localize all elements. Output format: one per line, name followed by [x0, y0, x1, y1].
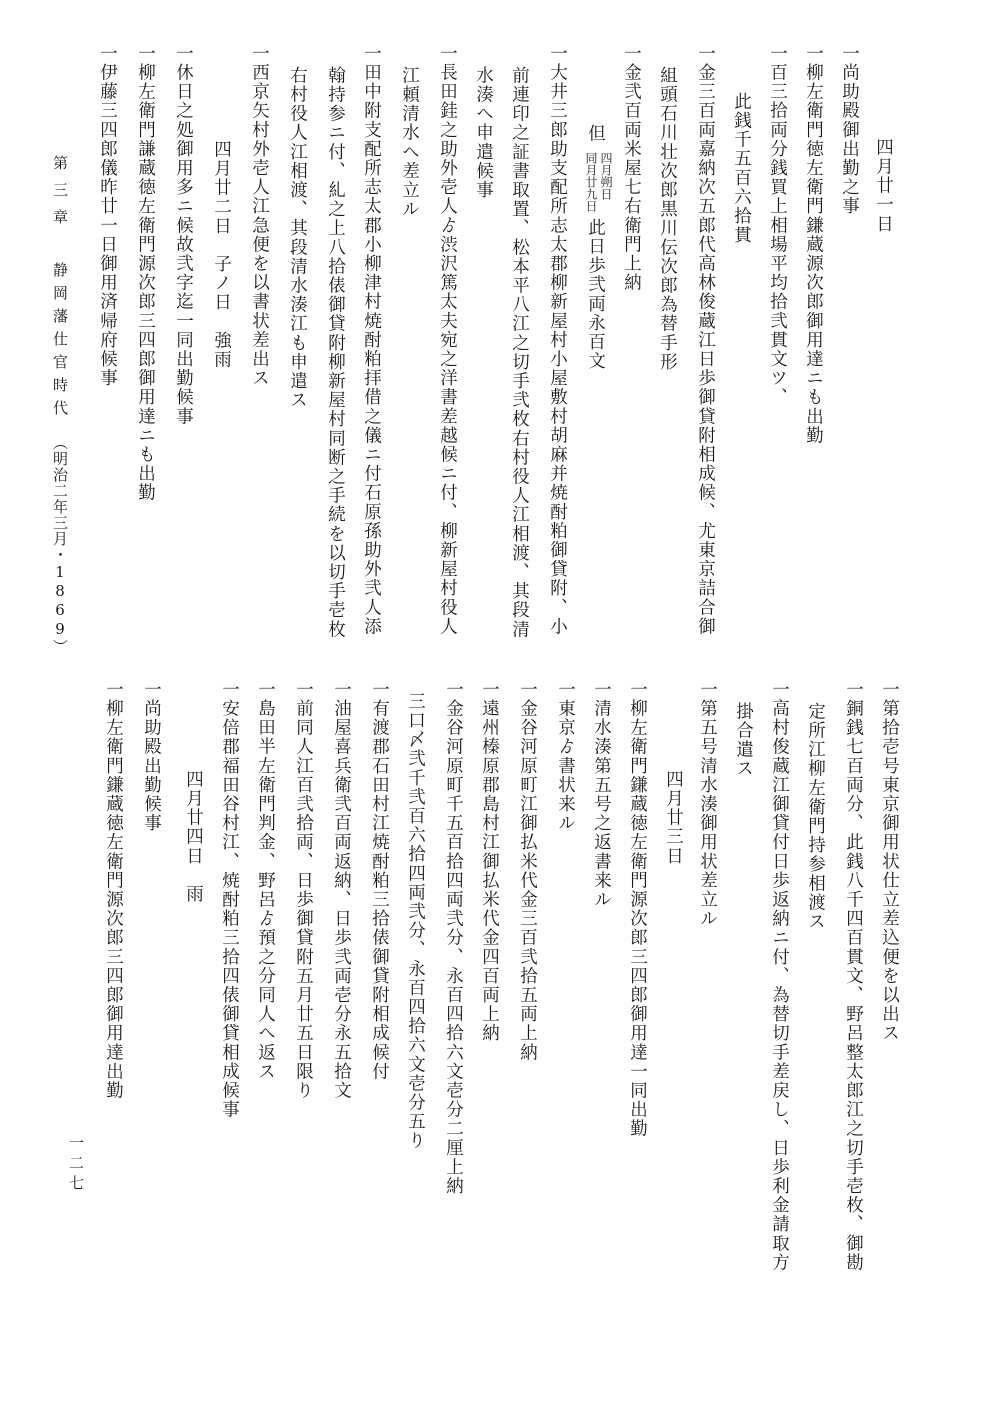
- text-column: 一柳左衛門鎌蔵徳左衛門源次郎三四郎御用達出勤: [103, 680, 124, 1101]
- text-column: 一第五号清水湊御用状差立ル: [697, 680, 718, 929]
- text-column: 一柳左衛門謙蔵徳左衛門源次郎三四郎御用達ニも出勤: [135, 44, 156, 503]
- note-date: 同月廿九日: [584, 152, 598, 212]
- text-column: 定所江柳左衛門持参相渡ス: [805, 702, 826, 932]
- running-head: [52, 155, 67, 655]
- date-heading: 四月廿三日: [663, 770, 684, 866]
- text-column: 一安倍郡福田谷村江、焼酎粕三拾四俵御貸相成候事: [219, 680, 240, 1120]
- text-column: 組頭石川壮次郎黒川伝次郎為替手形: [657, 66, 678, 372]
- page-number: 一二七: [67, 1135, 85, 1195]
- proviso-label: 但: [585, 124, 606, 144]
- text-column: 一金三百両嘉納次五郎代高林俊蔵江日歩御貸附相成候、尤東京詰合御: [695, 44, 716, 637]
- text-column: 一百三拾両分銭買上相場平均拾弐貫文ツ、: [767, 44, 788, 407]
- chapter-label: 第三章: [51, 155, 69, 236]
- text-column: 前連印之証書取置、松本平八江之切手弐枚右村役人江相渡、其段清: [509, 66, 530, 639]
- date-heading: 四月廿二日 子ノ日 強雨: [211, 140, 232, 370]
- date-heading: 四月廿一日: [873, 138, 894, 234]
- text-column: 一高村俊蔵江御貸付日歩返納ニ付、為替切手差戻し、日歩利金請取方: [769, 680, 790, 1273]
- note-date: 四月朔日: [599, 152, 613, 200]
- chapter-date: （明治二年三月・1869）: [51, 435, 69, 655]
- date-heading: 四月廿四日 雨: [183, 770, 204, 904]
- text-column: 一長田銈之助外壱人ゟ渋沢篤太夫宛之洋書差越候ニ付、柳新屋村役人: [437, 44, 458, 637]
- text-column: 右村役人江相渡、其段清水湊江も申遣ス: [287, 66, 308, 410]
- text-column: 一東京ゟ書状来ル: [555, 680, 576, 833]
- text-column: 一金谷河原町千五百拾四両弐分、永百四拾六文壱分二厘上納: [443, 680, 464, 1196]
- text-column: 一尚助殿出勤候事: [141, 680, 162, 833]
- text-column: 此銭千五百六拾貫: [731, 92, 752, 245]
- text-column: 翰持参ニ付、糺之上八拾俵御貸附柳新屋村同断之手続を以切手壱枚: [325, 66, 346, 639]
- text-column: 一尚助殿御出勤之事: [839, 44, 860, 216]
- chapter-title: 静岡藩仕官時代: [51, 262, 69, 423]
- text-column: 一大井三郎助支配所志太郡柳新屋村小屋敷村胡麻并焼酎粕御貸附、小: [547, 44, 568, 637]
- text-column: 一柳左衛門鎌蔵徳左衛門源次郎三四郎御用達一同出勤: [627, 680, 648, 1139]
- text-column: 一金弐百両米屋七右衛門上納: [621, 44, 642, 293]
- text-column: 一遠州榛原郡島村江御払米代金四百両上納: [479, 680, 500, 1043]
- text-column: 一油屋喜兵衛弐百両返納、日歩弐両壱分永五拾文: [331, 680, 352, 1101]
- text-column: 一休日之処御用多ニ候故弐字迄一同出勤候事: [173, 44, 194, 426]
- text-column: 一柳左衛門徳左衛門鎌蔵源次郎御用達ニも出勤: [803, 44, 824, 446]
- text-column: 一田中附支配所志太郡小柳津村焼酎粕拝借之儀ニ付石原孫助外弐人添: [361, 44, 382, 637]
- text-column: 一第拾壱号東京御用状仕立差込便を以出ス: [879, 680, 900, 1043]
- text-column: 江頼清水へ差立ル: [399, 66, 420, 219]
- text-column: 一有渡郡石田村江焼酎粕三拾俵御貸附相成候付: [369, 680, 390, 1082]
- text-column: 掛合遣ス: [733, 702, 754, 779]
- text-column: 一前同人江百弐拾両、日歩御貸附五月廿五日限り: [293, 680, 314, 1101]
- text-column: 一銅銭七百両分、此銭八千四百貫文、野呂整太郎江之切手壱枚、御勘: [843, 680, 864, 1273]
- text-column: 水湊へ申遣候事: [473, 66, 494, 200]
- text-column: 一清水湊第五号之返書来ル: [591, 680, 612, 910]
- text-column: 一伊藤三四郎儀昨廿一日御用済帰府候事: [97, 44, 118, 388]
- text-column: 此日歩弐両永百文: [585, 218, 606, 371]
- text-column: 一西京矢村外壱人江急便を以書状差出ス: [249, 44, 270, 388]
- text-column: 一島田半左衛門判金、野呂ゟ預之分同人へ返ス: [255, 680, 276, 1082]
- text-column: 一金谷河原町江御払米代金三百弐拾五両上納: [517, 680, 538, 1062]
- text-column: 三口〆弐千弐百六拾四両弐分、永百四拾六文壱分五り: [405, 692, 426, 1151]
